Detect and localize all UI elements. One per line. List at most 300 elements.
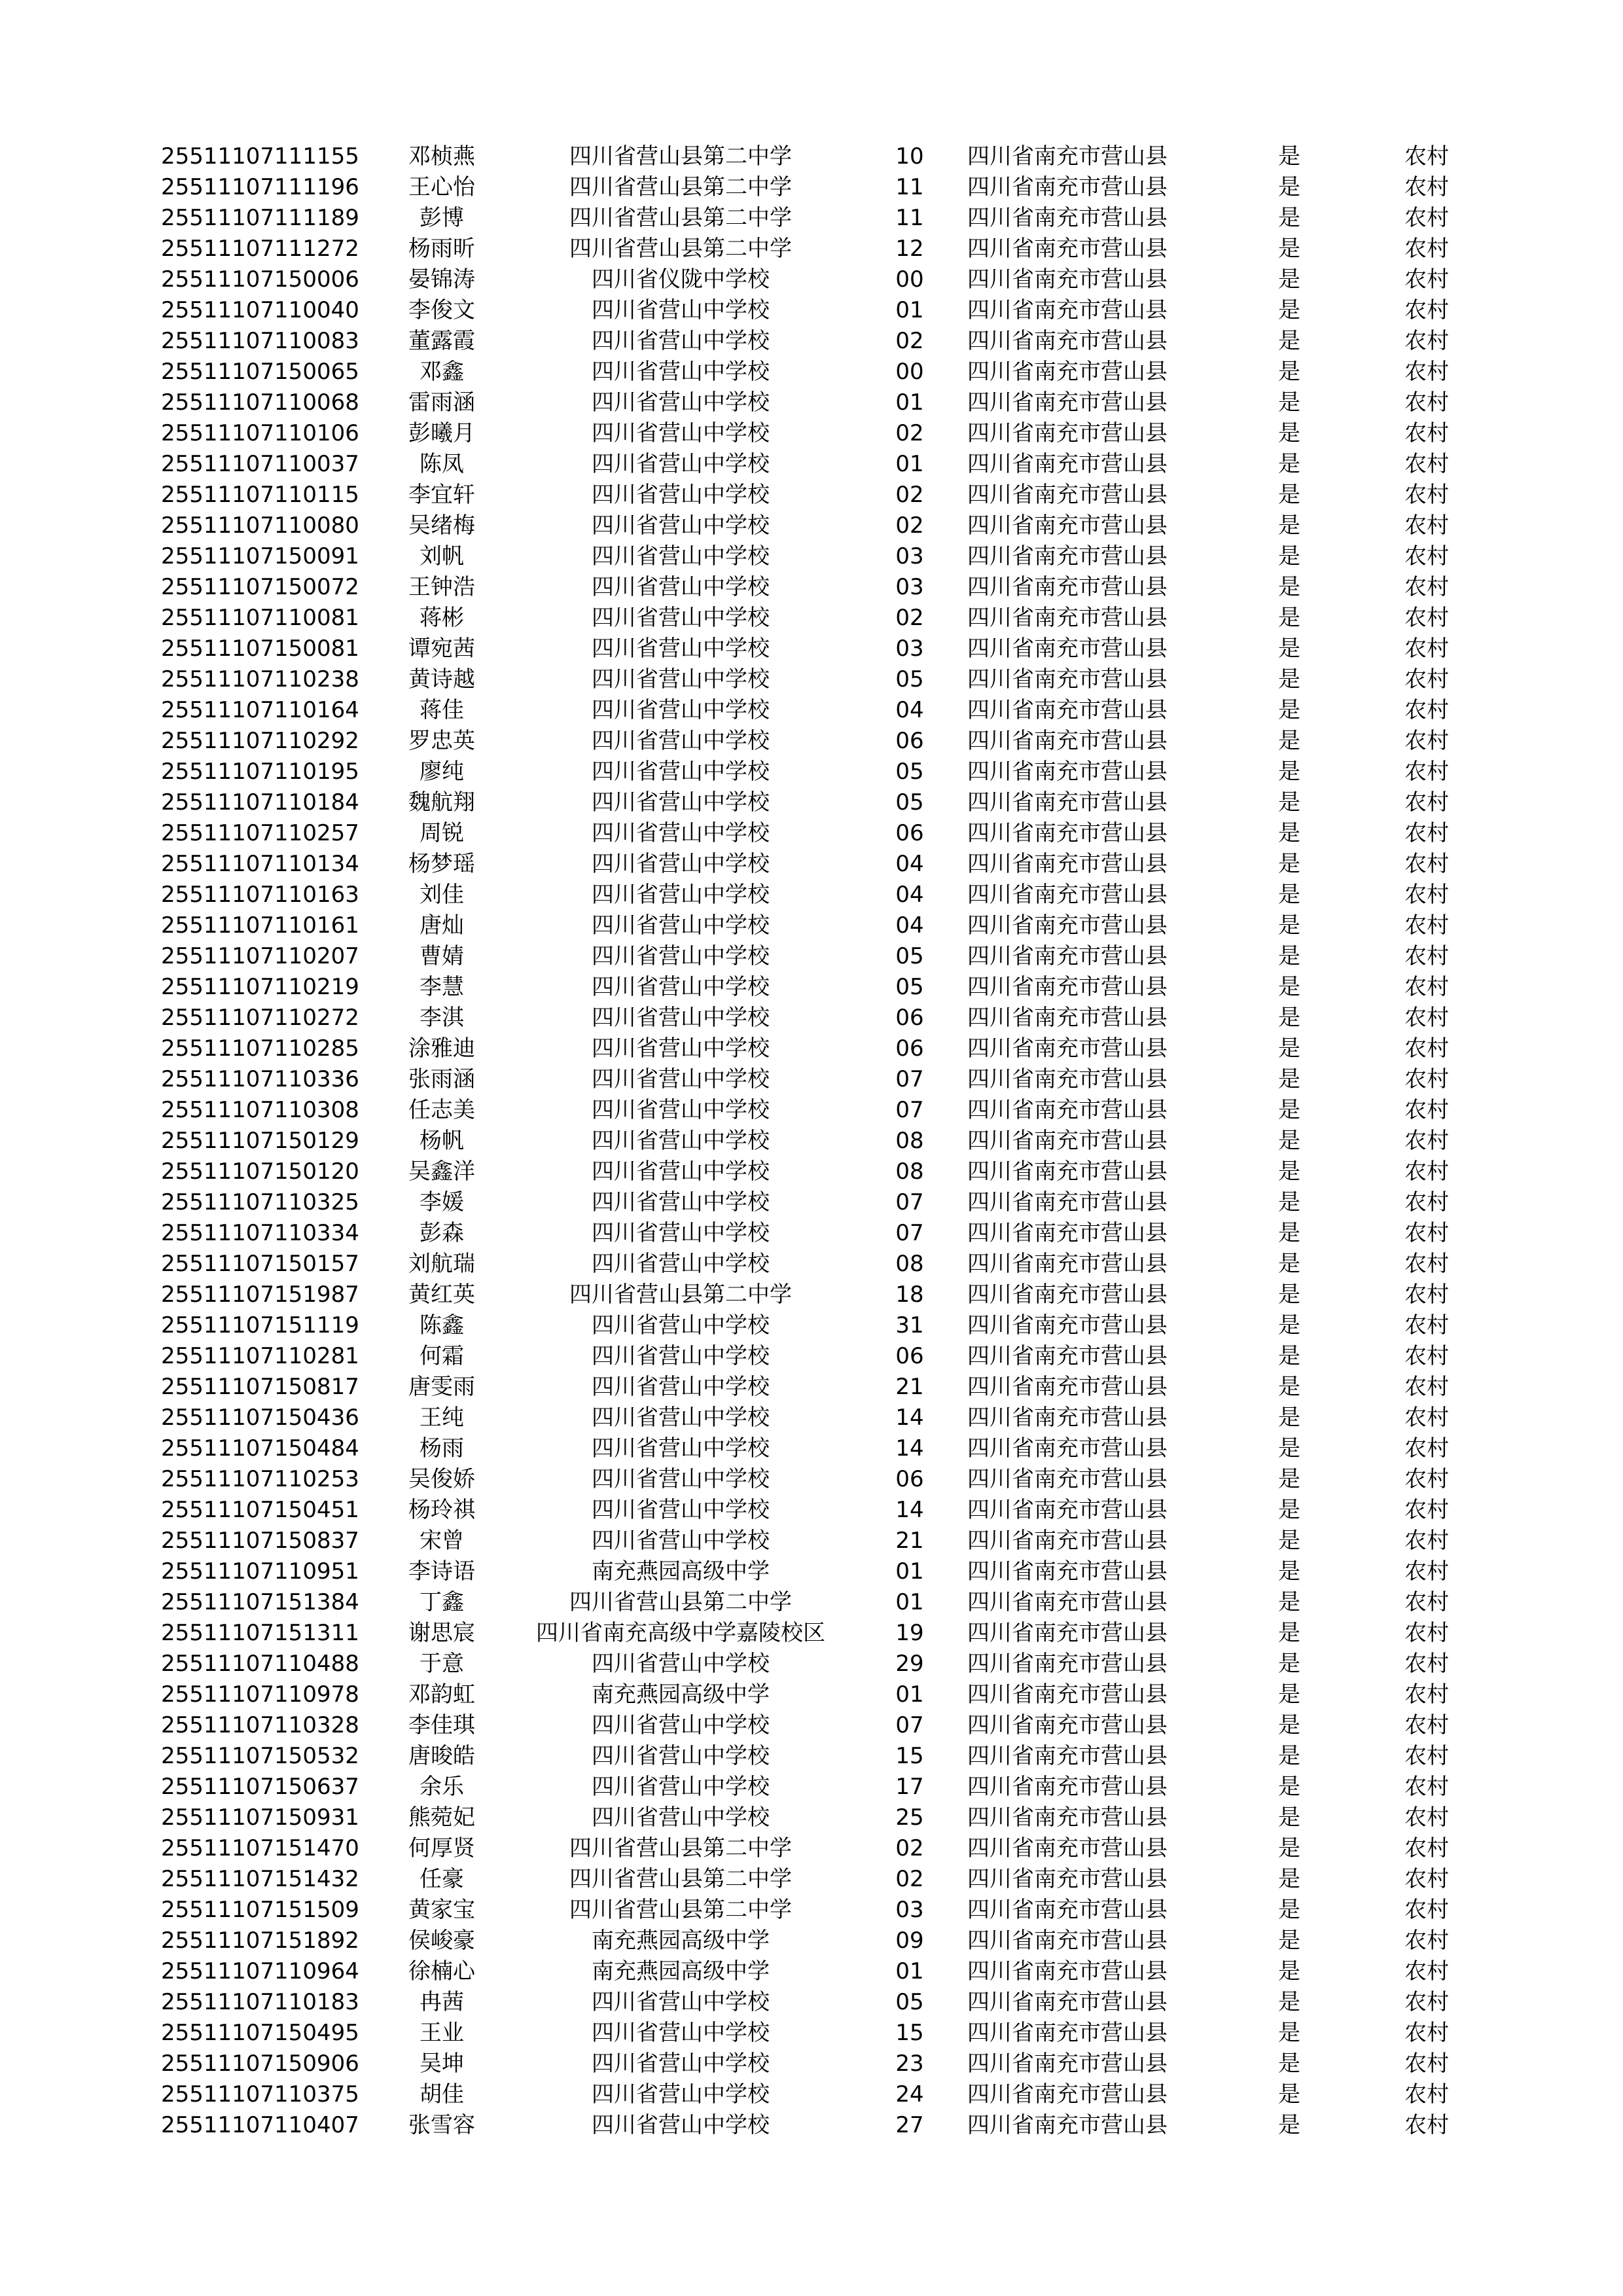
school-name-cell: 四川省营山中学校 xyxy=(592,666,770,692)
eligibility-flag-cell: 是 xyxy=(1278,1743,1300,1769)
eligibility-flag-cell: 是 xyxy=(1278,389,1300,416)
eligibility-flag-cell: 是 xyxy=(1278,297,1300,323)
exam-number-cell: 25511107150006 xyxy=(161,266,359,293)
table-row xyxy=(0,1556,1623,1587)
exam-number-cell: 25511107110281 xyxy=(161,1343,359,1369)
exam-number-cell: 25511107151432 xyxy=(161,1866,359,1892)
residence-type-cell: 农村 xyxy=(1404,482,1449,508)
residence-type-cell: 农村 xyxy=(1404,389,1449,416)
student-name-cell: 徐楠心 xyxy=(408,1958,475,1984)
table-row xyxy=(0,1587,1623,1618)
table-row xyxy=(0,2079,1623,2110)
exam-number-cell: 25511107110325 xyxy=(161,1189,359,1215)
eligibility-flag-cell: 是 xyxy=(1278,1189,1300,1215)
school-name-cell: 四川省营山县第二中学 xyxy=(569,1866,792,1892)
school-name-cell: 四川省营山中学校 xyxy=(592,2020,770,2046)
table-row xyxy=(0,941,1623,972)
eligibility-flag-cell: 是 xyxy=(1278,512,1300,539)
table-row xyxy=(0,634,1623,664)
household-region-cell: 四川省南充市营山县 xyxy=(967,205,1168,231)
table-row xyxy=(0,1803,1623,1833)
residence-type-cell: 农村 xyxy=(1404,820,1449,846)
class-number-cell: 06 xyxy=(895,1035,924,1062)
eligibility-flag-cell: 是 xyxy=(1278,1220,1300,1246)
exam-number-cell: 25511107110238 xyxy=(161,666,359,692)
exam-number-cell: 25511107110115 xyxy=(161,482,359,508)
household-region-cell: 四川省南充市营山县 xyxy=(967,328,1168,354)
residence-type-cell: 农村 xyxy=(1404,2081,1449,2108)
school-name-cell: 四川省营山中学校 xyxy=(592,1374,770,1400)
eligibility-flag-cell: 是 xyxy=(1278,1712,1300,1738)
residence-type-cell: 农村 xyxy=(1404,1220,1449,1246)
class-number-cell: 08 xyxy=(895,1251,924,1277)
eligibility-flag-cell: 是 xyxy=(1278,974,1300,1000)
table-row xyxy=(0,1003,1623,1033)
student-name-cell: 魏航翔 xyxy=(408,789,475,816)
table-row xyxy=(0,1987,1623,2018)
eligibility-flag-cell: 是 xyxy=(1278,1097,1300,1123)
school-name-cell: 四川省营山中学校 xyxy=(592,1528,770,1554)
table-row xyxy=(0,1280,1623,1310)
class-number-cell: 24 xyxy=(895,2081,924,2108)
household-region-cell: 四川省南充市营山县 xyxy=(967,759,1168,785)
exam-number-cell: 25511107110407 xyxy=(161,2112,359,2138)
student-name-cell: 杨雨 xyxy=(419,1435,464,1462)
student-name-cell: 李佳琪 xyxy=(408,1712,475,1738)
school-name-cell: 四川省营山中学校 xyxy=(592,359,770,385)
household-region-cell: 四川省南充市营山县 xyxy=(967,1497,1168,1523)
student-name-cell: 吴鑫洋 xyxy=(408,1158,475,1185)
student-name-cell: 刘帆 xyxy=(419,543,464,569)
class-number-cell: 02 xyxy=(895,605,924,631)
class-number-cell: 03 xyxy=(895,636,924,662)
household-region-cell: 四川省南充市营山县 xyxy=(967,1620,1168,1646)
eligibility-flag-cell: 是 xyxy=(1278,1035,1300,1062)
school-name-cell: 四川省营山中学校 xyxy=(592,1804,770,1831)
exam-number-cell: 25511107110195 xyxy=(161,759,359,785)
eligibility-flag-cell: 是 xyxy=(1278,266,1300,293)
residence-type-cell: 农村 xyxy=(1404,789,1449,816)
residence-type-cell: 农村 xyxy=(1404,1620,1449,1646)
school-name-cell: 四川省营山中学校 xyxy=(592,1005,770,1031)
class-number-cell: 06 xyxy=(895,820,924,846)
class-number-cell: 15 xyxy=(895,2020,924,2046)
school-name-cell: 四川省营山中学校 xyxy=(592,512,770,539)
class-number-cell: 17 xyxy=(895,1774,924,1800)
school-name-cell: 四川省营山中学校 xyxy=(592,1189,770,1215)
eligibility-flag-cell: 是 xyxy=(1278,1466,1300,1492)
student-name-cell: 唐灿 xyxy=(419,912,464,939)
class-number-cell: 21 xyxy=(895,1374,924,1400)
eligibility-flag-cell: 是 xyxy=(1278,912,1300,939)
household-region-cell: 四川省南充市营山县 xyxy=(967,1866,1168,1892)
eligibility-flag-cell: 是 xyxy=(1278,1897,1300,1923)
residence-type-cell: 农村 xyxy=(1404,1651,1449,1677)
residence-type-cell: 农村 xyxy=(1404,1128,1449,1154)
class-number-cell: 08 xyxy=(895,1128,924,1154)
class-number-cell: 07 xyxy=(895,1066,924,1092)
student-name-cell: 陈凤 xyxy=(419,451,464,477)
residence-type-cell: 农村 xyxy=(1404,1589,1449,1615)
exam-number-cell: 25511107150451 xyxy=(161,1497,359,1523)
eligibility-flag-cell: 是 xyxy=(1278,1528,1300,1554)
class-number-cell: 07 xyxy=(895,1097,924,1123)
table-row xyxy=(0,1926,1623,1956)
exam-number-cell: 25511107151119 xyxy=(161,1312,359,1338)
student-name-cell: 蒋彬 xyxy=(419,605,464,631)
exam-number-cell: 25511107150091 xyxy=(161,543,359,569)
eligibility-flag-cell: 是 xyxy=(1278,1958,1300,1984)
eligibility-flag-cell: 是 xyxy=(1278,482,1300,508)
household-region-cell: 四川省南充市营山县 xyxy=(967,1374,1168,1400)
household-region-cell: 四川省南充市营山县 xyxy=(967,451,1168,477)
exam-number-cell: 25511107110207 xyxy=(161,943,359,969)
school-name-cell: 四川省营山中学校 xyxy=(592,574,770,600)
household-region-cell: 四川省南充市营山县 xyxy=(967,697,1168,723)
exam-number-cell: 25511107110134 xyxy=(161,851,359,877)
table-row xyxy=(0,1095,1623,1126)
eligibility-flag-cell: 是 xyxy=(1278,1405,1300,1431)
eligibility-flag-cell: 是 xyxy=(1278,1558,1300,1585)
residence-type-cell: 农村 xyxy=(1404,1681,1449,1708)
student-name-cell: 王钟浩 xyxy=(408,574,475,600)
household-region-cell: 四川省南充市营山县 xyxy=(967,1835,1168,1861)
class-number-cell: 23 xyxy=(895,2051,924,2077)
household-region-cell: 四川省南充市营山县 xyxy=(967,728,1168,754)
eligibility-flag-cell: 是 xyxy=(1278,759,1300,785)
exam-number-cell: 25511107151311 xyxy=(161,1620,359,1646)
table-row xyxy=(0,541,1623,572)
class-number-cell: 01 xyxy=(895,1681,924,1708)
household-region-cell: 四川省南充市营山县 xyxy=(967,1282,1168,1308)
eligibility-flag-cell: 是 xyxy=(1278,1835,1300,1861)
residence-type-cell: 农村 xyxy=(1404,1989,1449,2015)
household-region-cell: 四川省南充市营山县 xyxy=(967,1251,1168,1277)
class-number-cell: 05 xyxy=(895,759,924,785)
household-region-cell: 四川省南充市营山县 xyxy=(967,1066,1168,1092)
class-number-cell: 01 xyxy=(895,1958,924,1984)
class-number-cell: 01 xyxy=(895,297,924,323)
student-name-cell: 何厚贤 xyxy=(408,1835,475,1861)
class-number-cell: 01 xyxy=(895,1558,924,1585)
class-number-cell: 02 xyxy=(895,328,924,354)
exam-number-cell: 25511107110183 xyxy=(161,1989,359,2015)
class-number-cell: 21 xyxy=(895,1528,924,1554)
exam-number-cell: 25511107110292 xyxy=(161,728,359,754)
residence-type-cell: 农村 xyxy=(1404,236,1449,262)
exam-number-cell: 25511107150906 xyxy=(161,2051,359,2077)
residence-type-cell: 农村 xyxy=(1404,1466,1449,1492)
household-region-cell: 四川省南充市营山县 xyxy=(967,912,1168,939)
residence-type-cell: 农村 xyxy=(1404,1158,1449,1185)
table-row xyxy=(0,1741,1623,1772)
eligibility-flag-cell: 是 xyxy=(1278,1312,1300,1338)
eligibility-flag-cell: 是 xyxy=(1278,1158,1300,1185)
table-row xyxy=(0,726,1623,757)
residence-type-cell: 农村 xyxy=(1404,2020,1449,2046)
table-row xyxy=(0,1157,1623,1187)
eligibility-flag-cell: 是 xyxy=(1278,1866,1300,1892)
eligibility-flag-cell: 是 xyxy=(1278,1435,1300,1462)
class-number-cell: 06 xyxy=(895,1343,924,1369)
table-row xyxy=(0,910,1623,941)
exam-number-cell: 25511107150081 xyxy=(161,636,359,662)
household-region-cell: 四川省南充市营山县 xyxy=(967,1035,1168,1062)
school-name-cell: 四川省营山中学校 xyxy=(592,789,770,816)
eligibility-flag-cell: 是 xyxy=(1278,359,1300,385)
eligibility-flag-cell: 是 xyxy=(1278,2051,1300,2077)
class-number-cell: 07 xyxy=(895,1712,924,1738)
student-name-cell: 刘佳 xyxy=(419,882,464,908)
table-row xyxy=(0,480,1623,511)
eligibility-flag-cell: 是 xyxy=(1278,1066,1300,1092)
residence-type-cell: 农村 xyxy=(1404,728,1449,754)
student-name-cell: 张雨涵 xyxy=(408,1066,475,1092)
eligibility-flag-cell: 是 xyxy=(1278,1651,1300,1677)
eligibility-flag-cell: 是 xyxy=(1278,1282,1300,1308)
student-name-cell: 胡佳 xyxy=(419,2081,464,2108)
class-number-cell: 02 xyxy=(895,512,924,539)
student-name-cell: 丁鑫 xyxy=(419,1589,464,1615)
student-name-cell: 谭宛茜 xyxy=(408,636,475,662)
exam-number-cell: 25511107150120 xyxy=(161,1158,359,1185)
class-number-cell: 29 xyxy=(895,1651,924,1677)
eligibility-flag-cell: 是 xyxy=(1278,1804,1300,1831)
household-region-cell: 四川省南充市营山县 xyxy=(967,297,1168,323)
eligibility-flag-cell: 是 xyxy=(1278,1128,1300,1154)
school-name-cell: 四川省南充高级中学嘉陵校区 xyxy=(536,1620,825,1646)
household-region-cell: 四川省南充市营山县 xyxy=(967,1712,1168,1738)
residence-type-cell: 农村 xyxy=(1404,574,1449,600)
class-number-cell: 14 xyxy=(895,1405,924,1431)
table-row xyxy=(0,203,1623,234)
class-number-cell: 07 xyxy=(895,1220,924,1246)
class-number-cell: 05 xyxy=(895,666,924,692)
school-name-cell: 南充燕园高级中学 xyxy=(592,1681,770,1708)
residence-type-cell: 农村 xyxy=(1404,1774,1449,1800)
exam-number-cell: 25511107110163 xyxy=(161,882,359,908)
student-name-cell: 何霜 xyxy=(419,1343,464,1369)
exam-number-cell: 25511107110164 xyxy=(161,697,359,723)
residence-type-cell: 农村 xyxy=(1404,1035,1449,1062)
residence-type-cell: 农村 xyxy=(1404,1374,1449,1400)
class-number-cell: 19 xyxy=(895,1620,924,1646)
eligibility-flag-cell: 是 xyxy=(1278,1374,1300,1400)
student-name-cell: 刘航瑞 xyxy=(408,1251,475,1277)
class-number-cell: 31 xyxy=(895,1312,924,1338)
class-number-cell: 04 xyxy=(895,912,924,939)
class-number-cell: 05 xyxy=(895,1989,924,2015)
school-name-cell: 四川省营山中学校 xyxy=(592,1651,770,1677)
school-name-cell: 四川省营山中学校 xyxy=(592,420,770,446)
table-row xyxy=(0,1649,1623,1679)
school-name-cell: 四川省营山中学校 xyxy=(592,1466,770,1492)
household-region-cell: 四川省南充市营山县 xyxy=(967,820,1168,846)
class-number-cell: 03 xyxy=(895,543,924,569)
household-region-cell: 四川省南充市营山县 xyxy=(967,1989,1168,2015)
household-region-cell: 四川省南充市营山县 xyxy=(967,143,1168,170)
household-region-cell: 四川省南充市营山县 xyxy=(967,1466,1168,1492)
table-row xyxy=(0,1864,1623,1895)
student-name-cell: 王心怡 xyxy=(408,174,475,200)
residence-type-cell: 农村 xyxy=(1404,1343,1449,1369)
table-row xyxy=(0,1679,1623,1710)
residence-type-cell: 农村 xyxy=(1404,1251,1449,1277)
residence-type-cell: 农村 xyxy=(1404,759,1449,785)
school-name-cell: 四川省营山中学校 xyxy=(592,1343,770,1369)
school-name-cell: 四川省营山中学校 xyxy=(592,451,770,477)
student-name-cell: 任豪 xyxy=(419,1866,464,1892)
household-region-cell: 四川省南充市营山县 xyxy=(967,236,1168,262)
school-name-cell: 四川省营山中学校 xyxy=(592,297,770,323)
student-name-cell: 董露霞 xyxy=(408,328,475,354)
student-name-cell: 罗忠英 xyxy=(408,728,475,754)
residence-type-cell: 农村 xyxy=(1404,2051,1449,2077)
household-region-cell: 四川省南充市营山县 xyxy=(967,1220,1168,1246)
household-region-cell: 四川省南充市营山县 xyxy=(967,789,1168,816)
class-number-cell: 27 xyxy=(895,2112,924,2138)
school-name-cell: 四川省营山中学校 xyxy=(592,1097,770,1123)
student-name-cell: 杨雨昕 xyxy=(408,236,475,262)
exam-number-cell: 25511107151470 xyxy=(161,1835,359,1861)
class-number-cell: 04 xyxy=(895,851,924,877)
exam-number-cell: 25511107150072 xyxy=(161,574,359,600)
table-row xyxy=(0,1495,1623,1526)
household-region-cell: 四川省南充市营山县 xyxy=(967,174,1168,200)
school-name-cell: 四川省营山中学校 xyxy=(592,820,770,846)
school-name-cell: 四川省营山县第二中学 xyxy=(569,1282,792,1308)
exam-number-cell: 25511107110068 xyxy=(161,389,359,416)
eligibility-flag-cell: 是 xyxy=(1278,1005,1300,1031)
class-number-cell: 03 xyxy=(895,574,924,600)
eligibility-flag-cell: 是 xyxy=(1278,205,1300,231)
table-row xyxy=(0,1895,1623,1926)
eligibility-flag-cell: 是 xyxy=(1278,451,1300,477)
table-row xyxy=(0,1033,1623,1064)
school-name-cell: 四川省营山中学校 xyxy=(592,1712,770,1738)
class-number-cell: 03 xyxy=(895,1897,924,1923)
student-name-cell: 唐晙皓 xyxy=(408,1743,475,1769)
table-row xyxy=(0,603,1623,634)
school-name-cell: 四川省营山县第二中学 xyxy=(569,1589,792,1615)
table-row xyxy=(0,449,1623,480)
school-name-cell: 四川省营山中学校 xyxy=(592,605,770,631)
residence-type-cell: 农村 xyxy=(1404,851,1449,877)
household-region-cell: 四川省南充市营山县 xyxy=(967,1651,1168,1677)
school-name-cell: 四川省营山中学校 xyxy=(592,389,770,416)
exam-number-cell: 25511107150837 xyxy=(161,1528,359,1554)
table-row xyxy=(0,1218,1623,1249)
school-name-cell: 四川省营山中学校 xyxy=(592,1035,770,1062)
school-name-cell: 四川省营山中学校 xyxy=(592,851,770,877)
eligibility-flag-cell: 是 xyxy=(1278,1251,1300,1277)
household-region-cell: 四川省南充市营山县 xyxy=(967,1097,1168,1123)
eligibility-flag-cell: 是 xyxy=(1278,143,1300,170)
school-name-cell: 四川省营山中学校 xyxy=(592,1405,770,1431)
student-name-cell: 周锐 xyxy=(419,820,464,846)
student-name-cell: 黄红英 xyxy=(408,1282,475,1308)
school-name-cell: 四川省营山中学校 xyxy=(592,1774,770,1800)
school-name-cell: 四川省营山中学校 xyxy=(592,1312,770,1338)
household-region-cell: 四川省南充市营山县 xyxy=(967,1804,1168,1831)
residence-type-cell: 农村 xyxy=(1404,1928,1449,1954)
student-name-cell: 曹婧 xyxy=(419,943,464,969)
school-name-cell: 四川省营山县第二中学 xyxy=(569,1897,792,1923)
table-row xyxy=(0,2049,1623,2079)
eligibility-flag-cell: 是 xyxy=(1278,1928,1300,1954)
residence-type-cell: 农村 xyxy=(1404,174,1449,200)
residence-type-cell: 农村 xyxy=(1404,1312,1449,1338)
table-row xyxy=(0,387,1623,418)
household-region-cell: 四川省南充市营山县 xyxy=(967,851,1168,877)
student-name-cell: 侯峻豪 xyxy=(408,1928,475,1954)
exam-number-cell: 25511107111189 xyxy=(161,205,359,231)
class-number-cell: 04 xyxy=(895,882,924,908)
table-row xyxy=(0,1372,1623,1403)
residence-type-cell: 农村 xyxy=(1404,1005,1449,1031)
student-name-cell: 雷雨涵 xyxy=(408,389,475,416)
household-region-cell: 四川省南充市营山县 xyxy=(967,1312,1168,1338)
school-name-cell: 四川省营山中学校 xyxy=(592,1251,770,1277)
exam-number-cell: 25511107150931 xyxy=(161,1804,359,1831)
school-name-cell: 四川省营山中学校 xyxy=(592,974,770,1000)
residence-type-cell: 农村 xyxy=(1404,943,1449,969)
student-name-cell: 廖纯 xyxy=(419,759,464,785)
class-number-cell: 00 xyxy=(895,359,924,385)
residence-type-cell: 农村 xyxy=(1404,328,1449,354)
school-name-cell: 南充燕园高级中学 xyxy=(592,1928,770,1954)
household-region-cell: 四川省南充市营山县 xyxy=(967,974,1168,1000)
residence-type-cell: 农村 xyxy=(1404,1097,1449,1123)
class-number-cell: 04 xyxy=(895,697,924,723)
household-region-cell: 四川省南充市营山县 xyxy=(967,2081,1168,2108)
school-name-cell: 四川省营山中学校 xyxy=(592,1435,770,1462)
eligibility-flag-cell: 是 xyxy=(1278,636,1300,662)
household-region-cell: 四川省南充市营山县 xyxy=(967,2112,1168,2138)
class-number-cell: 05 xyxy=(895,789,924,816)
exam-number-cell: 25511107110081 xyxy=(161,605,359,631)
class-number-cell: 01 xyxy=(895,451,924,477)
exam-number-cell: 25511107110375 xyxy=(161,2081,359,2108)
table-row xyxy=(0,1956,1623,1987)
student-name-cell: 杨玲祺 xyxy=(408,1497,475,1523)
eligibility-flag-cell: 是 xyxy=(1278,2081,1300,2108)
table-row xyxy=(0,757,1623,787)
eligibility-flag-cell: 是 xyxy=(1278,943,1300,969)
eligibility-flag-cell: 是 xyxy=(1278,697,1300,723)
table-row xyxy=(0,880,1623,910)
table-row xyxy=(0,1249,1623,1280)
student-name-cell: 涂雅迪 xyxy=(408,1035,475,1062)
household-region-cell: 四川省南充市营山县 xyxy=(967,666,1168,692)
class-number-cell: 18 xyxy=(895,1282,924,1308)
residence-type-cell: 农村 xyxy=(1404,636,1449,662)
school-name-cell: 南充燕园高级中学 xyxy=(592,1958,770,1984)
student-name-cell: 邓桢燕 xyxy=(408,143,475,170)
eligibility-flag-cell: 是 xyxy=(1278,1620,1300,1646)
eligibility-flag-cell: 是 xyxy=(1278,882,1300,908)
eligibility-flag-cell: 是 xyxy=(1278,728,1300,754)
table-row xyxy=(0,1341,1623,1372)
school-name-cell: 四川省营山中学校 xyxy=(592,1158,770,1185)
residence-type-cell: 农村 xyxy=(1404,205,1449,231)
student-name-cell: 黄家宝 xyxy=(408,1897,475,1923)
eligibility-flag-cell: 是 xyxy=(1278,2112,1300,2138)
household-region-cell: 四川省南充市营山县 xyxy=(967,1681,1168,1708)
school-name-cell: 四川省营山中学校 xyxy=(592,482,770,508)
table-row xyxy=(0,1464,1623,1495)
class-number-cell: 09 xyxy=(895,1928,924,1954)
